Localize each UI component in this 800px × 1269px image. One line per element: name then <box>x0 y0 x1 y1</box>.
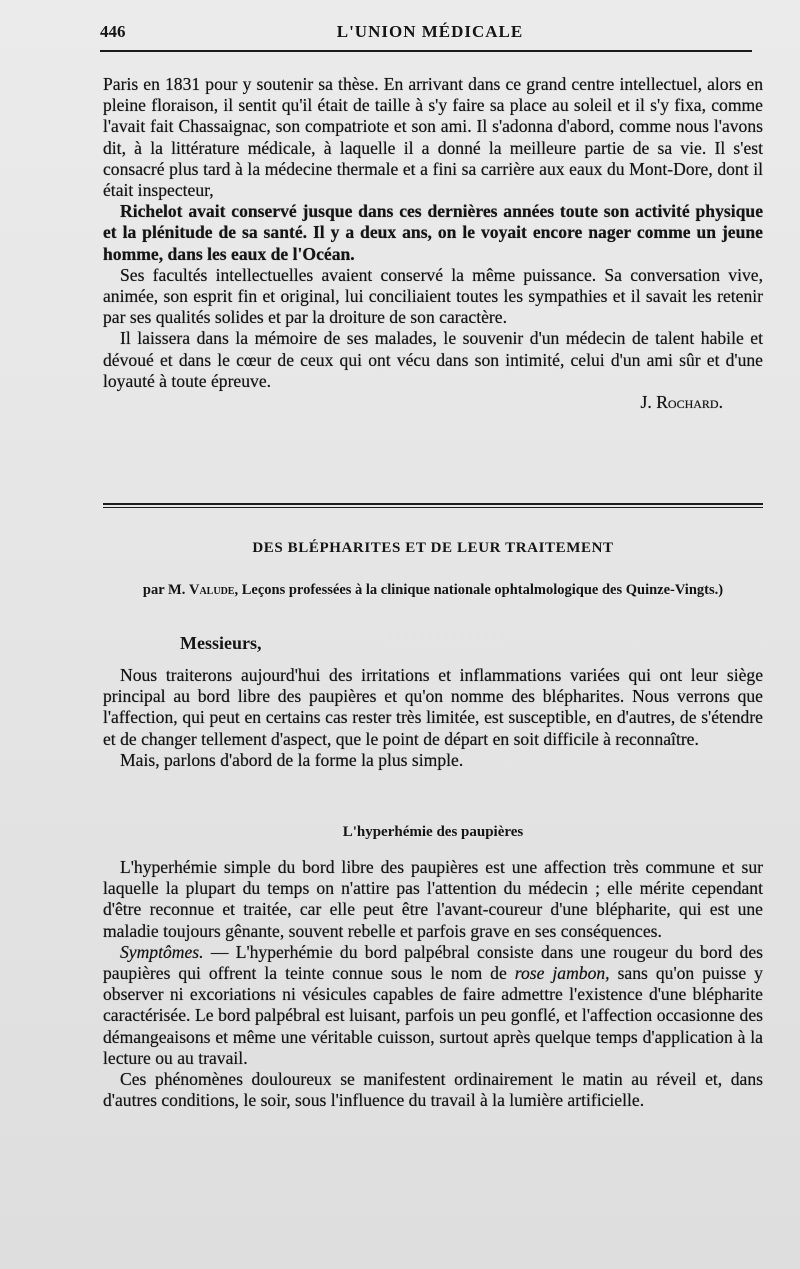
salutation: Messieurs, <box>180 633 262 653</box>
article-section <box>103 857 763 1111</box>
symptomes-label: Symptômes. <box>120 941 204 962</box>
article-title: DES BLÉPHARITES ET DE LEUR TRAITEMENT <box>252 540 614 556</box>
article-intro <box>103 665 763 771</box>
article-paragraph: Ces phénomènes douloureux se manifestent ordinairement le matin au réveil et, dans d'autres conditions, le soir, sous l'influence du travail à la lumière artificielle. <box>103 1069 763 1111</box>
author-name: Valude, <box>188 582 239 598</box>
section-heading: L'hyperhémie des paupières <box>342 824 524 840</box>
obituary-paragraph: Richelot avait conservé jusque dans ces dernières années toute son activité physique et la plénitude de sa santé. Il y a deux ans, on le voyait encore nager comme un jeune homme, dans les eaux de l'Océan. <box>103 201 763 264</box>
obituary-paragraph: Ses facultés intellectuelles avaient conservé la même puissance. Sa conversation vive, animée, son esprit fin et original, lui conciliaient toutes les sympathies et il savait les retenir par ses qualités solides et par la droiture de son caractère. <box>103 264 763 328</box>
obituary-signature: J. Rochard. <box>640 392 723 413</box>
article-paragraph: Symptômes. — L'hyperhémie du bord palpébral consiste dans une rougeur du bord des paupières qui offrent la teinte connue sous le nom de rose jambon, sans qu'on puisse y observer ni excoriations ni vésicules capables de faire admettre l'existence d'une blépharite caractérisée. Le bord palpébral est luisant, parfois un peu gonflé, et l'affection occasionne des démangeaisons et même une véritable cuisson, surtout après quelque temps d'application à la lecture ou au travail. <box>103 941 763 1068</box>
obituary-section <box>103 74 763 413</box>
obituary-paragraph: Il laissera dans la mémoire de ses malades, le souvenir d'un médecin de talent habile et dévoué et dans le cœur de ceux qui ont vécu dans son intimité, celui d'un ami sûr et d'une loyauté à toute épreuve. <box>103 328 763 391</box>
journal-title: L'UNION MÉDICALE <box>336 22 524 41</box>
term-rose-jambon: rose jambon, <box>514 963 610 984</box>
article-paragraph: Nous traiterons aujourd'hui des irritations et inflammations variées qui ont leur siège principal au bord libre des paupières et qu'on nomme des blépharites. Nous verrons que l'affection, qui peut en certains cas rester très limitée, est susceptible, en d'autres, de s'étendre et de changer tellement d'aspect, que le point de départ en soit difficile à reconnaître. <box>103 665 763 749</box>
article-byline: par M. Valude, Leçons professées à la clinique nationale ophtalmologique des Quinze-Vingts.) <box>142 582 724 598</box>
article-paragraph: Mais, parlons d'abord de la forme la plus simple. <box>120 749 464 770</box>
obituary-paragraph: Paris en 1831 pour y soutenir sa thèse. En arrivant dans ce grand centre intellectuel, alors en pleine floraison, il sentit qu'il était de taille à s'y faire sa place au soleil et il s'y fixa, comme l'avait fait Chassaignac, son compatriote et son ami. Il s'adonna d'abord, comme nous l'avons dit, à la littérature médicale, à laquelle il a donné la meilleure partie de sa vie. Il s'est consacré plus tard à la médecine thermale et a fini sa carrière aux eaux du Mont-Dore, dont il était inspecteur, <box>103 74 763 201</box>
page-number: 446 <box>100 22 126 41</box>
running-header <box>100 18 760 48</box>
section-divider <box>103 503 763 508</box>
article-paragraph: L'hyperhémie simple du bord libre des paupières est une affection très commune et sur laquelle la plupart du temps on n'attire pas l'attention du médecin ; elle mérite cependant d'être reconnue et traitée, car elle peut être l'avant-coureur d'une blépharite, qui est une maladie toujours gênante, souvent rebelle et parfois grave en ses conséquences. <box>103 857 763 941</box>
header-rule <box>100 50 752 52</box>
